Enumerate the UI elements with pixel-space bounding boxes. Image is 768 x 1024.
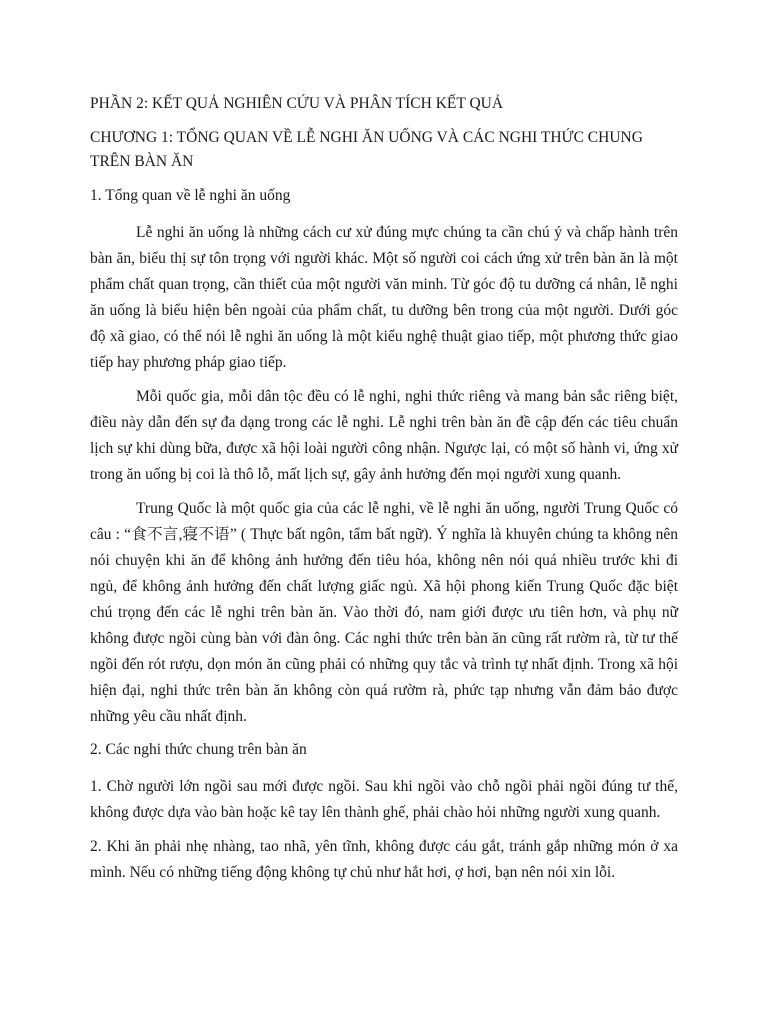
section-1-title: 1. Tổng quan về lễ nghi ăn uống [90, 187, 291, 204]
section-1-paragraph: Trung Quốc là một quốc gia của các lễ nghi, về lễ nghi ăn uống, người Trung Quốc có câu : “食不言,寝不语” ( Thực bất ngôn, tẩm bất ngữ). Ý nghĩa là khuyên chúng ta không nên nói chuyện khi ăn để không ảnh hưởng đến tiêu hóa, không nên nói quá nhiều trước khi đi ngủ, để không ảnh hưởng đến chất lượng giấc ngủ. Xã hội phong kiến Trung Quốc đặc biệt chú trọng đến các lễ nghi trên bàn ăn. Vào thời đó, nam giới được ưu tiên hơn, và phụ nữ không được ngồi cùng bàn với đàn ông. Các nghi thức trên bàn ăn cũng rất rườm rà, từ tư thế ngồi đến rót rượu, dọn món ăn cũng phải có những quy tắc và trình tự nhất định. Trong xã hội hiện đại, nghi thức trên bàn ăn không còn quá rườm rà, phức tạp nhưng vẫn đảm bảo được những yêu cầu nhất định. [90, 500, 678, 725]
section-2-item: 1. Chờ người lớn ngồi sau mới được ngồi. Sau khi ngồi vào chỗ ngồi phải ngồi đúng tư thế, không được dựa vào bàn hoặc kê tay lên thành ghế, phải chào hỏi những người xung quanh. [90, 778, 678, 821]
part-title: PHẦN 2: KẾT QUẢ NGHIÊN CỨU VÀ PHÂN TÍCH KẾT QUẢ [90, 95, 504, 112]
section-2-title: 2. Các nghi thức chung trên bàn ăn [90, 741, 307, 758]
section-1-paragraph: Mỗi quốc gia, mỗi dân tộc đều có lễ nghi, nghi thức riêng và mang bản sắc riêng biệt, điều này dẫn đến sự đa dạng trong các lễ nghi. Lễ nghi trên bàn ăn đề cập đến các tiêu chuẩn lịch sự khi dùng bữa, được xã hội loài người công nhận. Ngược lại, có một số hành vi, ứng xử trong ăn uống bị coi là thô lỗ, mất lịch sự, gây ảnh hưởng đến mọi người xung quanh. [90, 388, 678, 483]
section-1-paragraph: Lễ nghi ăn uống là những cách cư xử đúng mực chúng ta cần chú ý và chấp hành trên bàn ăn, biểu thị sự tôn trọng với người khác. Một số người coi cách ứng xử trên bàn ăn là một phẩm chất quan trọng, cần thiết của một người văn minh. Từ góc độ tu dưỡng cá nhân, lễ nghi ăn uống là biểu hiện bên ngoài của phẩm chất, tu dưỡng bên trong của một người. Dưới góc độ xã giao, có thể nói lễ nghi ăn uống là một kiểu nghệ thuật giao tiếp, một phương thức giao tiếp hay phương pháp giao tiếp. [90, 224, 678, 371]
section-2-item: 2. Khi ăn phải nhẹ nhàng, tao nhã, yên tĩnh, không được cáu gắt, tránh gắp những món ở xa mình. Nếu có những tiếng động không tự chủ như hắt hơi, ợ hơi, bạn nên nói xin lỗi. [90, 838, 678, 881]
chapter-title: CHƯƠNG 1: TỔNG QUAN VỀ LỄ NGHI ĂN UỐNG VÀ CÁC NGHI THỨC CHUNG TRÊN BÀN ĂN [90, 129, 643, 170]
